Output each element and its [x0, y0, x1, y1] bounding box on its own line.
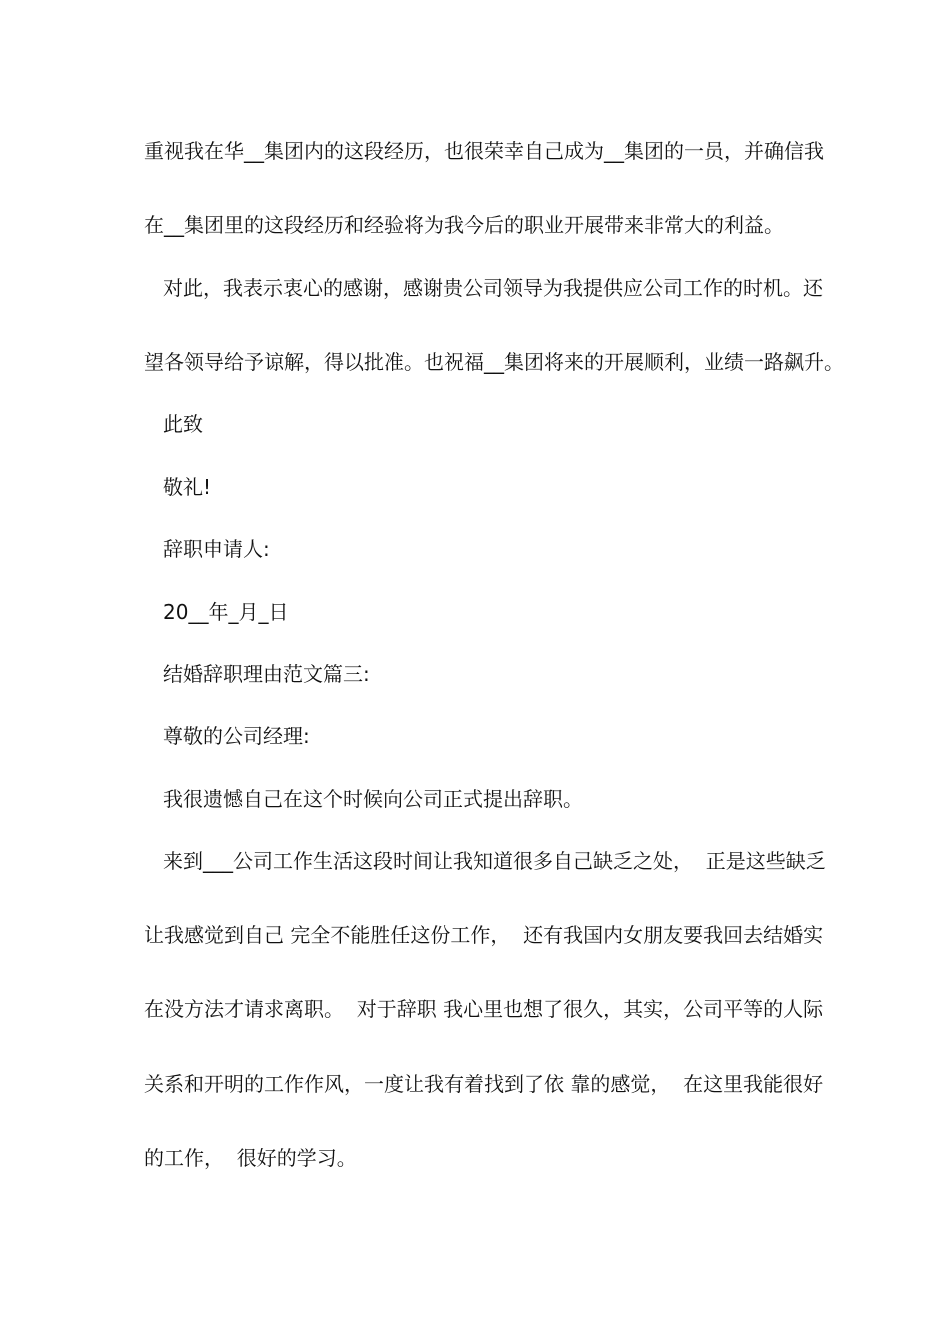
paragraph-line: 来到___公司工作生活这段时间让我知道很多自己缺乏之处， 正是这些缺乏: [163, 849, 826, 873]
paragraph-line: 在__集团里的这段经历和经验将为我今后的职业开展带来非常大的利益。: [144, 213, 784, 237]
greeting-line: 尊敬的公司经理:: [163, 724, 310, 748]
paragraph-line: 重视我在华__集团内的这段经历，也很荣幸自己成为__集团的一员，并确信我: [144, 139, 824, 163]
section-title: 结婚辞职理由范文篇三:: [163, 662, 370, 686]
paragraph-line: 对此，我表示衷心的感谢，感谢贵公司领导为我提供应公司工作的时机。还: [163, 276, 823, 300]
paragraph-line: 在没方法才请求离职。 对于辞职 我心里也想了很久，其实，公司平等的人际: [144, 997, 824, 1021]
salutation-line: 敬礼!: [163, 475, 212, 499]
closing-line: 此致: [163, 412, 203, 436]
paragraph-line: 关系和开明的工作作风，一度让我有着找到了依 靠的感觉， 在这里我能很好: [144, 1072, 824, 1096]
signature-line: 辞职申请人:: [163, 537, 270, 561]
paragraph-line: 望各领导给予谅解，得以批准。也祝福__集团将来的开展顺利，业绩一路飙升。: [144, 350, 844, 374]
paragraph-line: 我很遗憾自己在这个时候向公司正式提出辞职。: [163, 787, 583, 811]
paragraph-line: 让我感觉到自己 完全不能胜任这份工作， 还有我国内女朋友要我回去结婚实: [144, 923, 824, 947]
paragraph-line: 的工作， 很好的学习。: [144, 1146, 357, 1170]
date-line: 20__年_月_日: [163, 600, 289, 624]
